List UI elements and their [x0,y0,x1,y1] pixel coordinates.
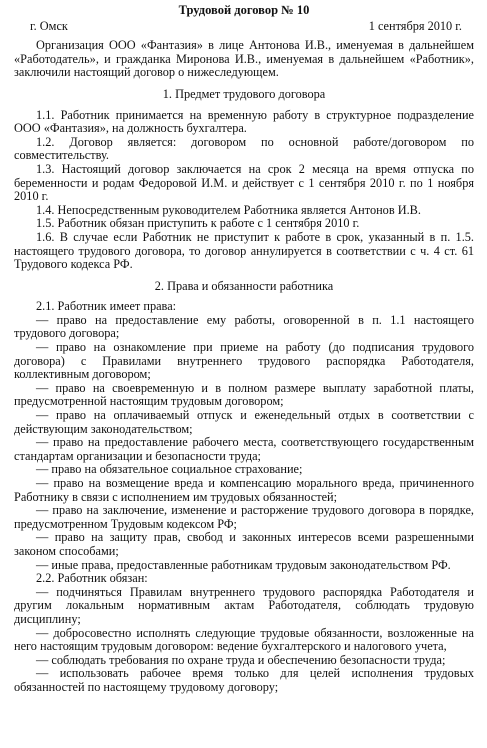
clause: — соблюдать требования по охране труда и обеспечению безопасности труда; [36,652,446,667]
clause: 1.1. Работник принимается на временную работу в структурное подразделение ООО «Фантазия», на должность бухгалтера. [14,107,474,136]
header-row [14,20,474,34]
document-title: Трудовой договор № 10 [178,3,310,17]
clause: — право на предоставление рабочего места, соответствующего государственным стандартам организации и безопасности труда; [14,435,474,463]
section-1-body [14,109,474,272]
clause: — право на оплачиваемый отпуск и еженедельный отдых в соответствии с действующим законодательством; [14,408,474,436]
clause: 1.3. Настоящий договор заключается на срок 2 месяца на время отпуска по беременности и родам Федоровой И.М. и действует с 1 сентября 2010 г. по 1 ноября 2010 г. [14,161,474,204]
clause: 2.1. Работник имеет права: [36,299,177,314]
clause: — добросовестно исполнять следующие трудовые обязанности, возложенные на него настоящим трудовым договором: ведение бухгалтерского и налогового учета, [14,625,474,654]
clause: — иные права, предоставленные работникам трудовым законодательством РФ. [36,557,451,572]
section-2-title: 2. Права и обязанности работника [154,278,334,293]
clause: — право на обязательное социальное страхование; [36,462,303,477]
date: 1 сентября 2010 г. [368,18,462,33]
clause: 1.6. В случае если Работник не приступит к работе в срок, указанный в п. 1.5. настоящего трудового договора, то договор аннулируется в соответствии с ч. 4 ст. 61 Трудового кодекса РФ. [14,229,474,272]
clause: — право на защиту прав, свобод и законных интересов всеми разрешенными законом способами; [14,530,474,558]
section-1-title: 1. Предмет трудового договора [162,86,326,101]
clause: 1.5. Работник обязан приступить к работе с 1 сентября 2010 г. [36,216,360,231]
clause: — право на своевременную и в полном размере выплату заработной платы, предусмотренной настоящим трудовым договором; [14,380,474,409]
clause: — подчиняться Правилам внутреннего трудового распорядка Работодателя и другим локальным нормативным актам Работодателя, соблюдать трудовую дисциплину; [14,584,474,626]
clause: 1.4. Непосредственным руководителем Работника является Антонов И.В. [36,202,421,217]
section-2-body [14,300,474,694]
clause: — право на возмещение вреда и компенсацию морального вреда, причиненного Работнику в связи с исполнением им трудовых обязанностей; [14,476,474,504]
clause: — использовать рабочее время только для целей исполнения трудовых обязанностей по настоящему трудовому договору; [14,666,474,694]
intro-paragraph: Организация ООО «Фантазия» в лице Антонова И.В., именуемая в дальнейшем «Работодатель», и гражданка Миронова И.В., именуемая в дальнейшем «Работник», заключили настоящий договор о нижеследующем. [14,38,474,80]
city: г. Омск [30,18,68,33]
clause: — право на ознакомление при приеме на работу (до подписания трудового договора) с Правилами внутреннего трудового распорядка Работодателя, коллективным договором; [14,340,474,382]
clause: 1.2. Договор является: договором по основной работе/договором по совместительству. [14,134,474,163]
clause: — право на заключение, изменение и расторжение трудового договора в порядке, предусмотренном Трудовым кодексом РФ; [14,503,474,531]
clause: — право на предоставление ему работы, оговоренной в п. 1.1 настоящего трудового договора; [14,312,474,341]
clause: 2.2. Работник обязан: [36,571,148,586]
